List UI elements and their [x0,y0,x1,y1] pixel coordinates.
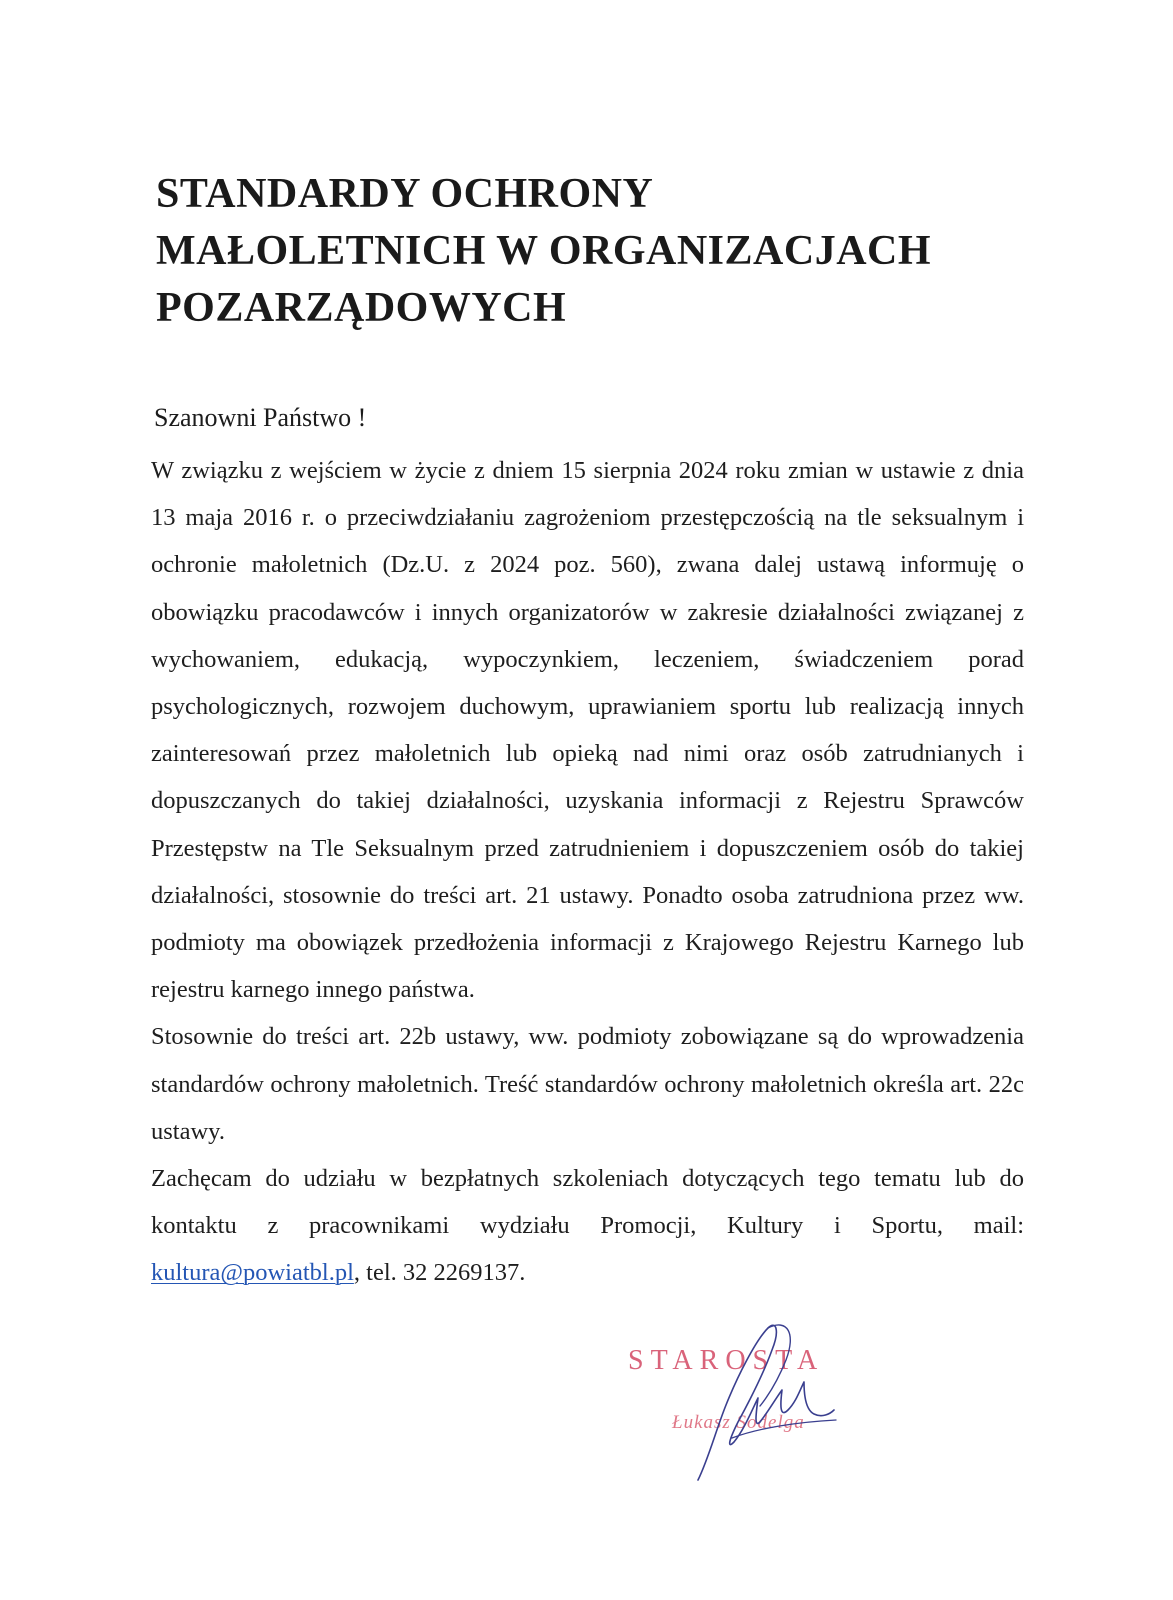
stamp-name: Łukasz Sodelga [672,1412,805,1433]
handwritten-signature [668,1310,848,1490]
paragraph-contact [151,1155,1024,1297]
greeting: Szanowni Państwo ! [154,403,367,432]
contact-email-link[interactable]: kultura@powiatbl.pl [151,1259,354,1287]
paragraph-legal-obligation: W związku z wejściem w życie z dniem 15 sierpnia 2024 roku zmian w ustawie z dnia 13 maja 2016 r. o przeciwdziałaniu zagrożeniom przestępczością na tle seksualnym i ochronie małoletnich (Dz.U. z 2024 poz. 560), zwana dalej ustawą informuję o obowiązku pracodawców i innych organizatorów w zakresie działalności związanej z wychowaniem, edukacją, wypoczynkiem, leczeniem, świadczeniem porad psychologicznych, rozwojem duchowym, uprawianiem sportu lub realizacją innych zainteresowań przez małoletnich lub opieką nad nimi oraz osób zatrudnianych i dopuszczanych do takiej działalności, uzyskania informacji z Rejestru Sprawców Przestępstw na Tle Seksualnym przed zatrudnieniem i dopuszczeniem osób do takiej działalności, stosownie do treści art. 21 ustawy. Ponadto osoba zatrudniona przez ww. podmioty ma obowiązek przedłożenia informacji z Krajowego Rejestru Karnego lub rejestru karnego innego państwa. [151,457,1024,1004]
title-line-3: POZARZĄDOWYCH [156,285,567,331]
document-title [156,166,1056,337]
contact-intro-text: Zachęcam do udziału w bezpłatnych szkoleniach dotyczących tego tematu lub do kontaktu z pracownikami wydziału Promocji, Kultury i Sportu, mail: [151,1165,1024,1240]
signature-underline-stroke [732,1420,836,1438]
stamp-title: STAROSTA [628,1345,825,1376]
title-line-2: MAŁOLETNICH W ORGANIZACJACH [156,228,932,274]
letter-body [151,447,1024,1297]
title-line-1: STANDARDY OCHRONY [156,171,654,217]
contact-phone-text: , tel. 32 2269137. [353,1259,526,1287]
paragraph-standards: Stosownie do treści art. 22b ustawy, ww. podmioty zobowiązane są do wprowadzenia standardów ochrony małoletnich. Treść standardów ochrony małoletnich określa art. 22c ustawy. [151,1023,1024,1145]
signature-stroke [698,1325,834,1480]
